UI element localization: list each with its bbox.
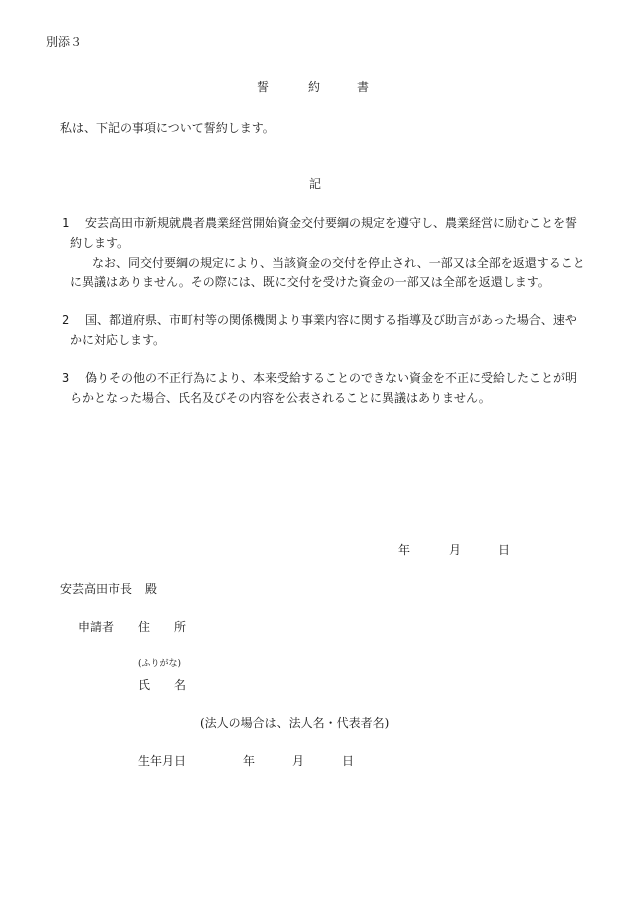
name-label-char-2: 名 [174,678,187,692]
date-year-label: 年 [398,543,411,557]
addressee-honorific: 殿 [145,582,158,596]
item-1-line-3: なお、同交付要綱の規定により、当該資金の交付を停止され、一部又は全部を返還すること [92,256,585,270]
date-month-label: 月 [449,543,462,557]
corporate-note: (法人の場合は、法人名・代表者名) [200,716,390,730]
item-1-line-4: に異議はありません。その際には、既に交付を受けた資金の一部又は全部を返還します。 [70,275,550,289]
item-2-line-1: 国、都道府県、市町村等の関係機関より事業内容に関する指導及び助言があった場合、速や [85,313,577,327]
title-char-3: 書 [357,80,370,94]
birth-day-label: 日 [342,754,355,768]
item-3-line-1: 偽りその他の不正行為により、本来受給することのできない資金を不正に受給したことが明 [85,371,578,385]
item-1-line-2: 約します。 [70,236,130,250]
item-3-number: 3 [62,371,70,385]
birth-month-label: 月 [292,754,305,768]
title-char-1: 誓 [257,80,270,94]
address-label-char-1: 住 [138,620,151,634]
address-label-char-2: 所 [174,620,187,634]
name-label-char-1: 氏 [138,678,151,692]
birth-year-label: 年 [243,754,256,768]
title-char-2: 約 [308,80,321,94]
ki-heading: 記 [309,177,322,191]
item-3-line-2: らかとなった場合、氏名及びその内容を公表されることに異議はありません。 [70,391,491,405]
item-2-number: 2 [62,313,70,327]
item-1-number: 1 [62,216,70,230]
applicant-label: 申請者 [78,620,115,634]
attachment-label: 別添３ [46,35,83,49]
item-2-line-2: かに対応します。 [70,333,166,347]
item-1-line-1: 安芸高田市新規就農者農業経営開始資金交付要綱の規定を遵守し、農業経営に励むことを誓 [85,216,578,230]
intro-text: 私は、下記の事項について誓約します。 [60,121,275,135]
birthdate-label: 生年月日 [138,754,187,768]
date-day-label: 日 [498,543,511,557]
addressee-name: 安芸高田市長 [60,582,133,596]
document-title [0,80,630,95]
furigana-label: (ふりがな) [138,659,182,669]
